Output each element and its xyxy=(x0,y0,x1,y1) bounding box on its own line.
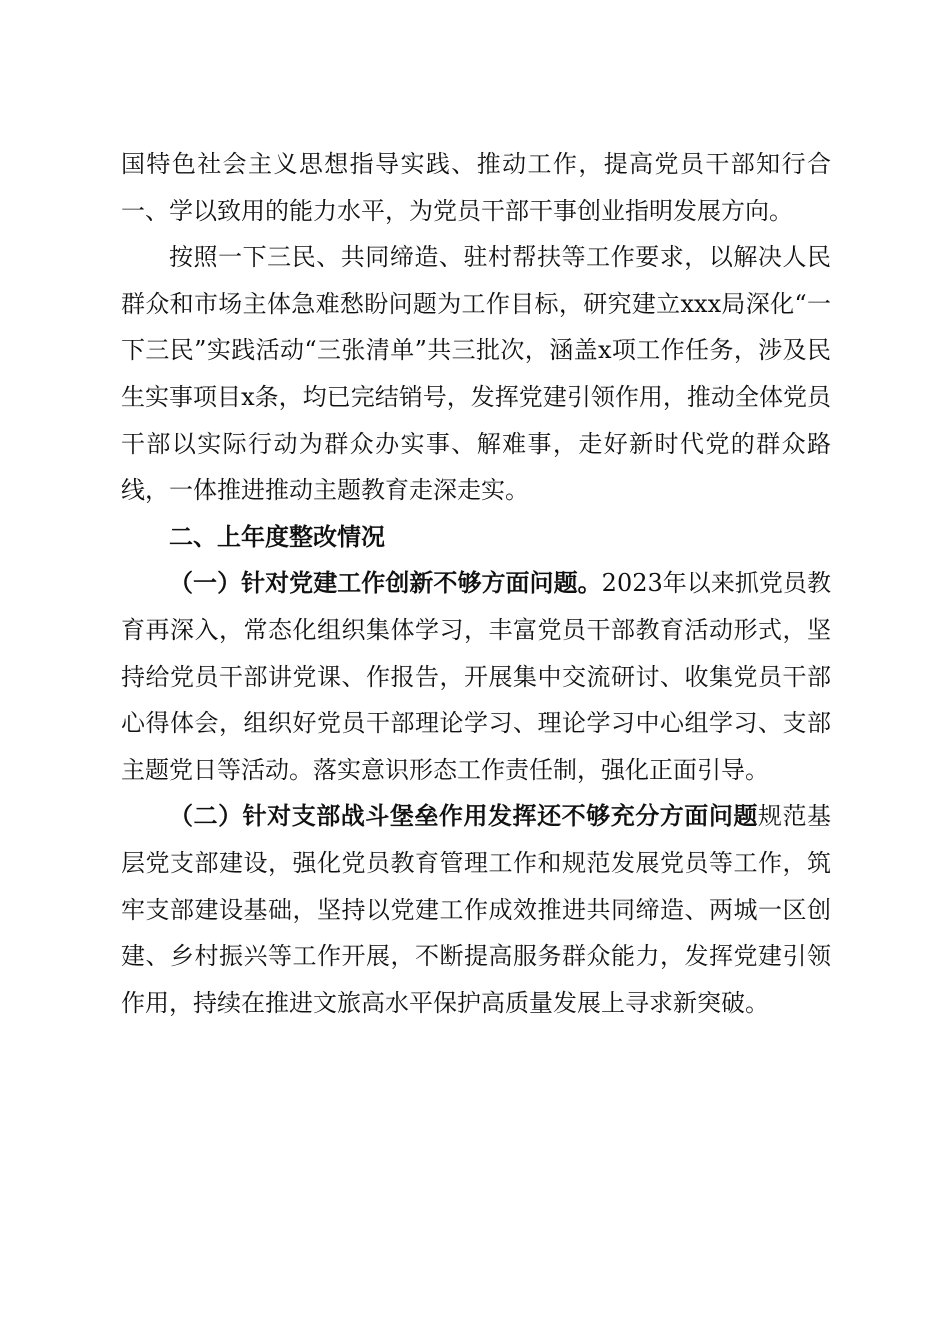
section-heading-rectification: 二、上年度整改情况 xyxy=(169,522,385,551)
paragraph-item-two xyxy=(121,793,831,1026)
item-two-lead: （二）针对支部战斗堡垒作用发挥还不够充分方面问题 xyxy=(169,801,758,831)
item-one-body: 2023年以来抓党员教育再深入，常态化组织集体学习，丰富党员干部教育活动形式，坚持给党员干部讲党课、作报告，开展集中交流研讨、收集党员干部心得体会，组织好党员干部理论学习、理论学习中心组学习、支部主题党日等活动。落实意识形态工作责任制，强化正面引导。 xyxy=(121,569,832,784)
paragraph-continued: 国特色社会主义思想指导实践、推动工作，提高党员干部知行合一、学以致用的能力水平，为党员干部干事创业指明发展方向。 xyxy=(121,150,831,225)
document-body xyxy=(121,141,831,1026)
item-one-lead: （一）针对党建工作创新不够方面问题。 xyxy=(169,568,602,598)
paragraph-work-requirements: 按照一下三民、共同缔造、驻村帮扶等工作要求，以解决人民群众和市场主体急难愁盼问题为工作目标，研究建立xxx局深化“一下三民”实践活动“三张清单”共三批次，涵盖x项工作任务，涉及民生实事项目x条，均已完结销号，发挥党建引领作用，推动全体党员干部以实际行动为群众办实事、解难事，走好新时代党的群众路线，一体推进推动主题教育走深走实。 xyxy=(121,243,831,505)
paragraph-item-one xyxy=(121,560,831,793)
item-two-body: 规范基层党支部建设，强化党员教育管理工作和规范发展党员等工作，筑牢支部建设基础，坚持以党建工作成效推进共同缔造、两城一区创建、乡村振兴等工作开展，不断提高服务群众能力，发挥党建引领作用，持续在推进文旅高水平保护高质量发展上寻求新突破。 xyxy=(121,802,831,1017)
